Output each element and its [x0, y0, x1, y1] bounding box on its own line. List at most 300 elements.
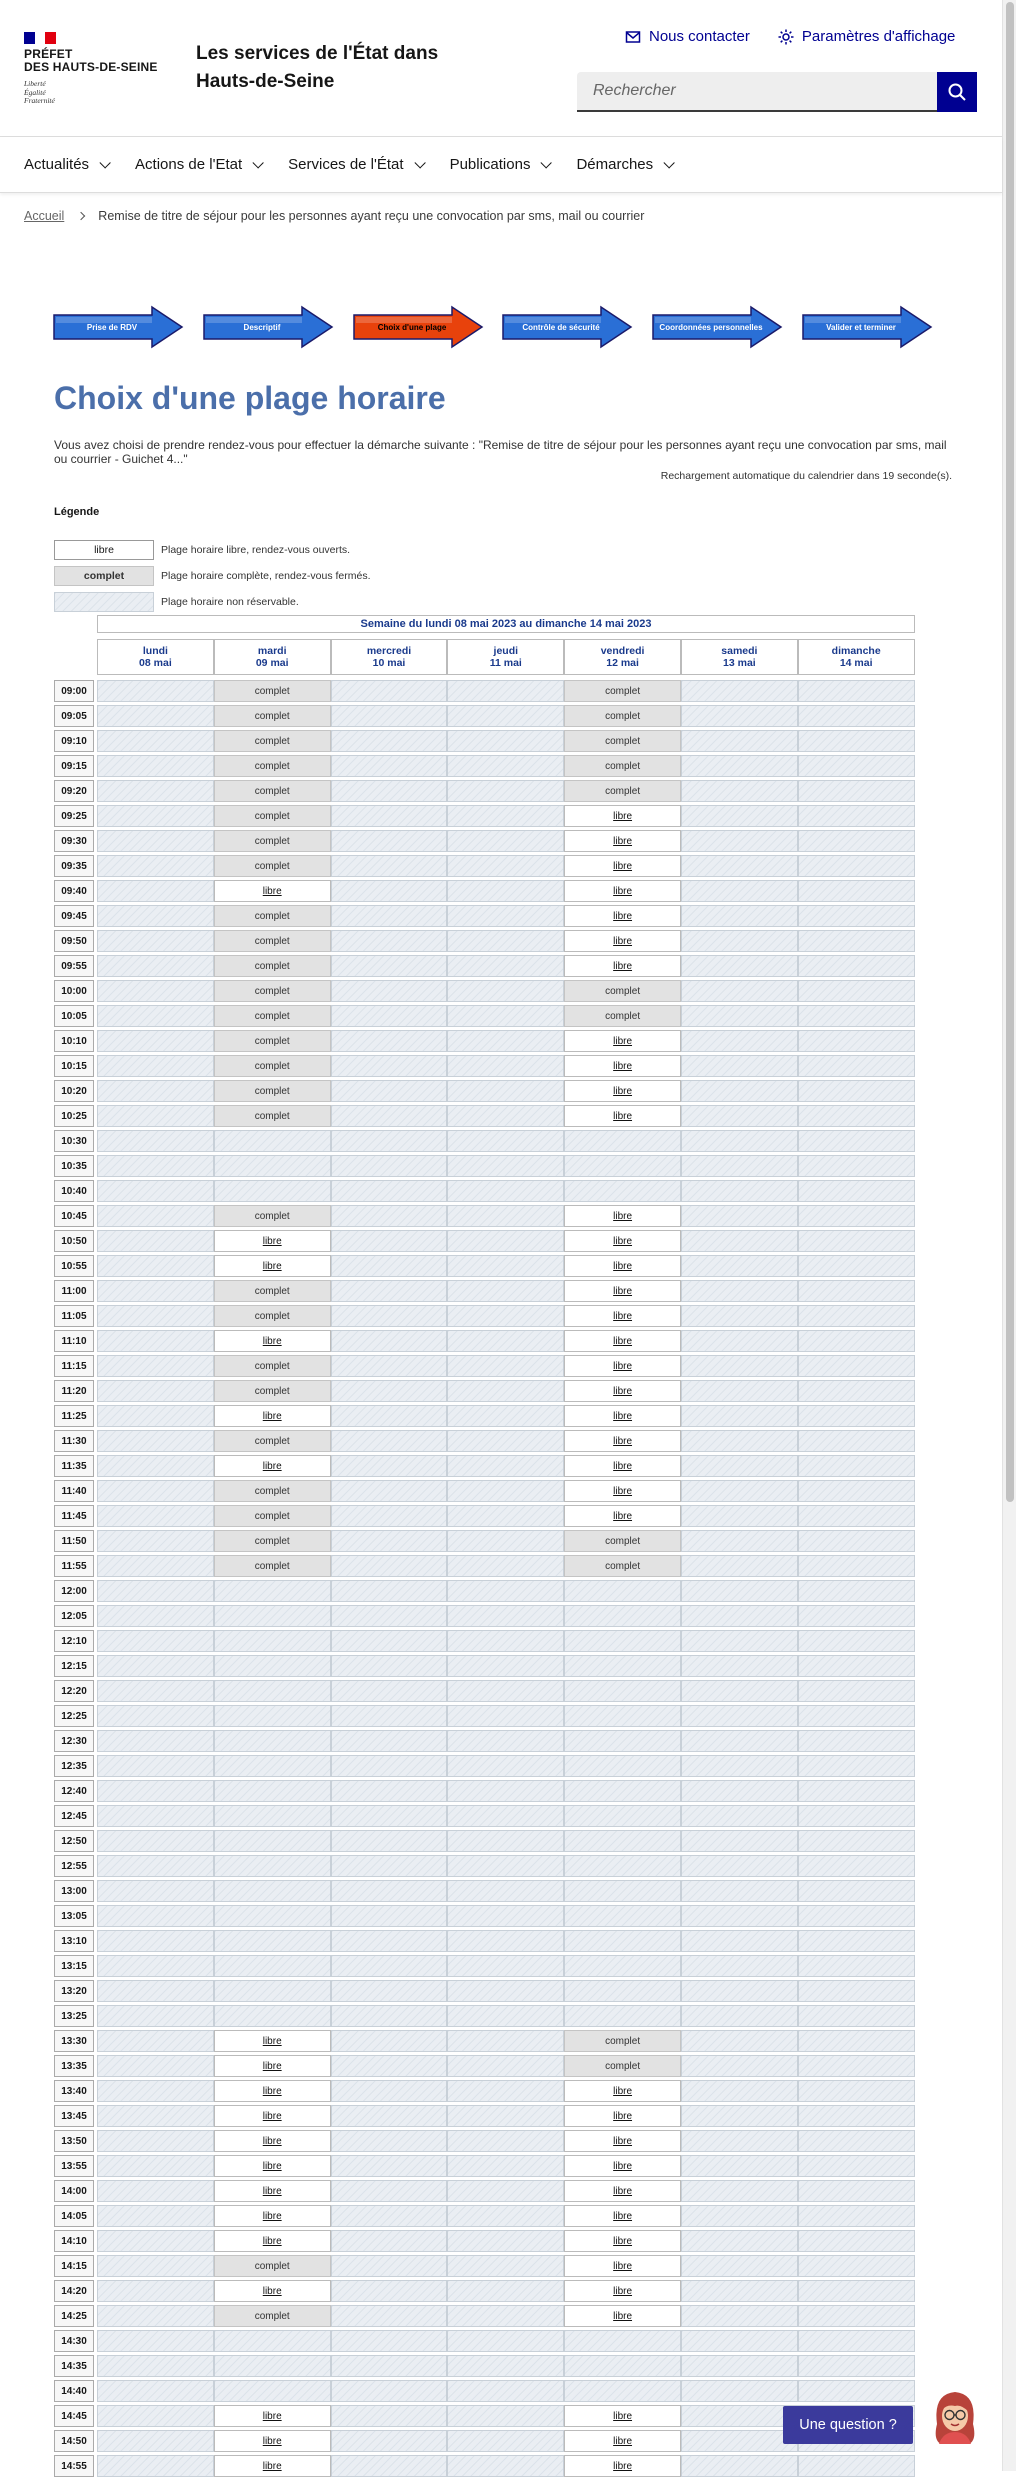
slot-non-reservable [97, 1705, 214, 1727]
slot-non-reservable [681, 2205, 798, 2227]
slot-link[interactable]: libre [262, 2135, 282, 2147]
slot-link[interactable]: libre [613, 1310, 633, 1322]
slot-link[interactable]: libre [613, 1485, 633, 1497]
slot-non-reservable [447, 830, 564, 852]
time-row [54, 1580, 915, 1605]
slot-non-reservable [331, 730, 448, 752]
slot-libre[interactable] [564, 1305, 681, 1327]
slot-link[interactable]: libre [262, 885, 282, 897]
slot-non-reservable [798, 1580, 915, 1602]
search-button[interactable] [937, 72, 977, 112]
time-label: 09:25 [54, 805, 94, 827]
slot-non-reservable [97, 2380, 214, 2402]
slot-link[interactable]: libre [613, 1460, 633, 1472]
slot-non-reservable [331, 805, 448, 827]
slot-link[interactable]: libre [613, 1285, 633, 1297]
slot-non-reservable [447, 2330, 564, 2352]
slot-libre[interactable] [564, 2230, 681, 2252]
slot-link[interactable]: libre [613, 1385, 633, 1397]
slot-libre[interactable] [564, 1205, 681, 1227]
slot-libre[interactable] [214, 1455, 331, 1477]
slot-link[interactable]: libre [262, 2085, 282, 2097]
slot-link[interactable]: libre [262, 2210, 282, 2222]
slot-non-reservable [798, 1330, 915, 1352]
slot-non-reservable [447, 1255, 564, 1277]
slot-libre[interactable] [214, 880, 331, 902]
day-name: dimanche [831, 645, 881, 657]
time-row [54, 2180, 915, 2205]
slot-libre[interactable] [564, 1055, 681, 1077]
slot-non-reservable [97, 1830, 214, 1852]
slot-link[interactable]: libre [613, 2435, 633, 2447]
slot-non-reservable [681, 2155, 798, 2177]
slot-complet: complet [564, 730, 681, 752]
slot-libre[interactable] [564, 830, 681, 852]
flag-icon [24, 32, 56, 44]
slot-non-reservable [447, 880, 564, 902]
slot-non-reservable [447, 2130, 564, 2152]
time-row [54, 1605, 915, 1630]
slot-non-reservable [331, 1205, 448, 1227]
day-header-vendredi [564, 639, 681, 675]
slot-complet: complet [214, 905, 331, 927]
slot-non-reservable [564, 1705, 681, 1727]
time-row [54, 1780, 915, 1805]
display-settings-label: Paramètres d'affichage [801, 28, 956, 45]
slot-libre[interactable] [564, 2255, 681, 2277]
slot-libre[interactable] [214, 2055, 331, 2077]
time-row [54, 1280, 915, 1305]
slot-link[interactable]: libre [613, 2185, 633, 2197]
slot-complet: complet [214, 1355, 331, 1377]
slot-libre[interactable] [564, 2205, 681, 2227]
slot-link[interactable]: libre [613, 1035, 633, 1047]
slot-non-reservable [798, 2205, 915, 2227]
slot-link[interactable]: libre [262, 2110, 282, 2122]
slot-libre[interactable] [214, 2405, 331, 2427]
slot-non-reservable [214, 1630, 331, 1652]
slot-libre[interactable] [564, 1480, 681, 1502]
slot-link[interactable]: libre [613, 910, 633, 922]
slot-libre[interactable] [214, 2430, 331, 2452]
slot-non-reservable [447, 1305, 564, 1327]
slot-link[interactable]: libre [613, 2285, 633, 2297]
display-settings-link[interactable] [778, 28, 956, 45]
time-label: 13:50 [54, 2130, 94, 2152]
slot-libre[interactable] [564, 855, 681, 877]
slot-libre[interactable] [214, 1230, 331, 1252]
slot-non-reservable [681, 2255, 798, 2277]
slot-non-reservable [97, 1805, 214, 1827]
time-label: 14:15 [54, 2255, 94, 2277]
nav-label: Publications [449, 156, 531, 173]
slot-link[interactable]: libre [262, 1260, 282, 1272]
slot-link[interactable]: libre [613, 1410, 633, 1422]
time-label: 13:35 [54, 2055, 94, 2077]
slot-libre[interactable] [564, 1505, 681, 1527]
slot-non-reservable [564, 1605, 681, 1627]
time-label: 11:05 [54, 1305, 94, 1327]
slot-complet: complet [214, 1030, 331, 1052]
slot-non-reservable [97, 1180, 214, 1202]
slot-non-reservable [447, 1030, 564, 1052]
time-label: 11:20 [54, 1380, 94, 1402]
slot-link[interactable]: libre [262, 2035, 282, 2047]
slot-complet: complet [214, 1530, 331, 1552]
slot-non-reservable [681, 1955, 798, 1977]
slot-link[interactable]: libre [613, 935, 633, 947]
slot-non-reservable [97, 1030, 214, 1052]
slot-libre[interactable] [564, 955, 681, 977]
site-title[interactable]: Les services de l'État dans Hauts-de-Seine [196, 43, 439, 92]
slot-libre[interactable] [214, 2130, 331, 2152]
time-row [54, 1505, 915, 1530]
time-row [54, 1555, 915, 1580]
slot-libre[interactable] [214, 2230, 331, 2252]
slot-non-reservable [681, 2280, 798, 2302]
step-label: Descriptif [243, 322, 281, 332]
motto-liberte: Liberté [24, 79, 46, 88]
scrollbar-thumb[interactable] [1006, 2, 1014, 1502]
intro-text: Vous avez choisi de prendre rendez-vous pour effectuer la démarche suivante : "Remise de titre de séjour pour les personnes ayant reçu une convocation par sms, mail ou courrier - Guichet 4..." [54, 438, 947, 466]
slot-non-reservable [331, 1155, 448, 1177]
slot-non-reservable [681, 855, 798, 877]
slot-non-reservable [681, 805, 798, 827]
slot-link[interactable]: libre [613, 2310, 633, 2322]
slot-link[interactable]: libre [262, 2285, 282, 2297]
slot-non-reservable [97, 1405, 214, 1427]
slot-libre[interactable] [564, 1255, 681, 1277]
slot-non-reservable [681, 730, 798, 752]
slot-non-reservable [331, 1830, 448, 1852]
day-headers [97, 639, 915, 675]
time-row [54, 2280, 915, 2305]
slot-non-reservable [331, 1955, 448, 1977]
slot-non-reservable [798, 1655, 915, 1677]
slot-link[interactable]: libre [613, 1085, 633, 1097]
slot-link[interactable]: libre [262, 2185, 282, 2197]
slot-non-reservable [681, 1355, 798, 1377]
step-label: Contrôle de sécurité [522, 322, 600, 332]
slot-libre[interactable] [564, 2455, 681, 2477]
slot-link[interactable]: libre [262, 2460, 282, 2472]
slot-libre[interactable] [564, 1280, 681, 1302]
slot-libre[interactable] [214, 2455, 331, 2477]
slot-complet: complet [564, 2030, 681, 2052]
slot-link[interactable]: libre [262, 2435, 282, 2447]
time-row [54, 1930, 915, 1955]
slot-non-reservable [681, 1105, 798, 1127]
slot-libre[interactable] [564, 1230, 681, 1252]
slot-non-reservable [564, 1155, 681, 1177]
slot-complet: complet [214, 930, 331, 952]
slot-libre[interactable] [214, 2205, 331, 2227]
slot-complet: complet [214, 1480, 331, 1502]
slot-non-reservable [798, 1980, 915, 2002]
legend-box-complet: complet [54, 566, 154, 586]
slot-link[interactable]: libre [613, 2410, 633, 2422]
time-label: 14:05 [54, 2205, 94, 2227]
slot-link[interactable]: libre [262, 2410, 282, 2422]
time-row [54, 1705, 915, 1730]
slot-non-reservable [447, 2430, 564, 2452]
slot-libre[interactable] [564, 805, 681, 827]
slot-link[interactable]: libre [613, 1335, 633, 1347]
breadcrumb [24, 209, 644, 223]
slot-complet: complet [214, 805, 331, 827]
breadcrumb-home[interactable]: Accueil [24, 209, 65, 223]
slot-libre[interactable] [564, 1380, 681, 1402]
slot-link[interactable]: libre [613, 2260, 633, 2272]
slot-link[interactable]: libre [262, 2235, 282, 2247]
slot-libre[interactable] [564, 2430, 681, 2452]
slot-link[interactable]: libre [613, 2160, 633, 2172]
slot-non-reservable [331, 2105, 448, 2127]
chatbot-avatar[interactable] [925, 2384, 985, 2448]
slot-non-reservable [798, 1955, 915, 1977]
slot-libre[interactable] [214, 1330, 331, 1352]
slot-non-reservable [447, 2305, 564, 2327]
slot-libre[interactable] [564, 2180, 681, 2202]
slot-libre[interactable] [214, 2180, 331, 2202]
nav-item-actions-etat[interactable] [135, 156, 260, 173]
slot-libre[interactable] [564, 2105, 681, 2127]
slot-libre[interactable] [214, 1255, 331, 1277]
contact-link[interactable] [625, 28, 750, 45]
slot-non-reservable [798, 1180, 915, 1202]
slot-libre[interactable] [214, 2080, 331, 2102]
time-row [54, 905, 915, 930]
time-row [54, 1830, 915, 1855]
slot-non-reservable [681, 1930, 798, 1952]
slot-link[interactable]: libre [613, 2460, 633, 2472]
slot-complet: complet [214, 780, 331, 802]
slot-non-reservable [681, 1680, 798, 1702]
time-row [54, 855, 915, 880]
slot-link[interactable]: libre [262, 1235, 282, 1247]
slot-libre[interactable] [214, 2280, 331, 2302]
slot-libre[interactable] [564, 1455, 681, 1477]
slot-non-reservable [798, 1055, 915, 1077]
slot-link[interactable]: libre [613, 860, 633, 872]
slot-non-reservable [331, 1430, 448, 1452]
slot-link[interactable]: libre [613, 2235, 633, 2247]
slot-link[interactable]: libre [613, 1435, 633, 1447]
step-label: Coordonnées personnelles [659, 322, 763, 332]
slot-non-reservable [331, 1030, 448, 1052]
slot-non-reservable [681, 1455, 798, 1477]
slot-link[interactable]: libre [613, 2110, 633, 2122]
slot-libre[interactable] [564, 2405, 681, 2427]
slot-libre[interactable] [564, 905, 681, 927]
slot-non-reservable [331, 2430, 448, 2452]
nav-item-actualites[interactable] [24, 156, 107, 173]
slot-link[interactable]: libre [613, 1235, 633, 1247]
slot-non-reservable [331, 1930, 448, 1952]
slot-non-reservable [447, 1055, 564, 1077]
slot-libre[interactable] [564, 2155, 681, 2177]
slot-non-reservable [798, 1105, 915, 1127]
slot-non-reservable [97, 2355, 214, 2377]
slot-link[interactable]: libre [613, 1510, 633, 1522]
slot-link[interactable]: libre [613, 1360, 633, 1372]
slot-link[interactable]: libre [613, 810, 633, 822]
slot-non-reservable [331, 2230, 448, 2252]
slot-non-reservable [798, 780, 915, 802]
slot-non-reservable [97, 1580, 214, 1602]
slot-link[interactable]: libre [262, 2060, 282, 2072]
time-label: 13:30 [54, 2030, 94, 2052]
chat-question-button[interactable]: Une question ? [783, 2406, 913, 2444]
slot-non-reservable [447, 1630, 564, 1652]
time-row [54, 2305, 915, 2330]
slot-link[interactable]: libre [262, 1460, 282, 1472]
slot-libre[interactable] [214, 2155, 331, 2177]
slot-libre[interactable] [564, 2130, 681, 2152]
slot-non-reservable [681, 1905, 798, 1927]
slot-libre[interactable] [564, 1080, 681, 1102]
time-label: 14:30 [54, 2330, 94, 2352]
slot-non-reservable [331, 930, 448, 952]
slot-libre[interactable] [564, 1030, 681, 1052]
slot-non-reservable [331, 2205, 448, 2227]
slot-complet: complet [564, 755, 681, 777]
slot-non-reservable [447, 2355, 564, 2377]
time-label: 09:40 [54, 880, 94, 902]
slot-libre[interactable] [564, 1430, 681, 1452]
slot-non-reservable [214, 1180, 331, 1202]
slot-complet: complet [214, 955, 331, 977]
slot-libre[interactable] [564, 1405, 681, 1427]
slot-link[interactable]: libre [613, 2135, 633, 2147]
slot-non-reservable [97, 1555, 214, 1577]
slot-non-reservable [681, 1280, 798, 1302]
slot-libre[interactable] [564, 1355, 681, 1377]
nav-item-services-etat[interactable] [288, 156, 421, 173]
time-row [54, 1355, 915, 1380]
slot-libre[interactable] [564, 1105, 681, 1127]
slot-link[interactable]: libre [262, 2160, 282, 2172]
time-row [54, 1730, 915, 1755]
step-2 [202, 305, 334, 349]
prefet-logo[interactable] [24, 32, 158, 106]
slot-libre[interactable] [564, 880, 681, 902]
time-row [54, 2230, 915, 2255]
slot-non-reservable [331, 955, 448, 977]
slot-link[interactable]: libre [613, 1110, 633, 1122]
slot-libre[interactable] [564, 930, 681, 952]
time-label: 09:05 [54, 705, 94, 727]
slot-non-reservable [681, 1980, 798, 2002]
time-row [54, 1380, 915, 1405]
slot-complet: complet [214, 730, 331, 752]
slot-non-reservable [798, 955, 915, 977]
slot-libre[interactable] [564, 1330, 681, 1352]
slot-non-reservable [798, 1880, 915, 1902]
slot-non-reservable [681, 930, 798, 952]
time-label: 13:00 [54, 1880, 94, 1902]
time-row [54, 1055, 915, 1080]
slot-libre[interactable] [564, 2080, 681, 2102]
slot-non-reservable [681, 1380, 798, 1402]
slot-non-reservable [681, 1655, 798, 1677]
slot-non-reservable [447, 2155, 564, 2177]
time-label: 14:50 [54, 2430, 94, 2452]
slot-link[interactable]: libre [613, 885, 633, 897]
slot-libre[interactable] [214, 1405, 331, 1427]
time-row [54, 755, 915, 780]
day-name: mercredi [366, 645, 412, 657]
slot-non-reservable [97, 2105, 214, 2127]
slot-non-reservable [97, 880, 214, 902]
slot-non-reservable [681, 1630, 798, 1652]
time-label: 10:05 [54, 1005, 94, 1027]
time-label: 12:20 [54, 1680, 94, 1702]
slot-link[interactable]: libre [613, 1060, 633, 1072]
slot-non-reservable [681, 1580, 798, 1602]
slot-non-reservable [214, 2380, 331, 2402]
step-label: Prise de RDV [86, 322, 138, 332]
slot-non-reservable [331, 2030, 448, 2052]
time-label: 12:35 [54, 1755, 94, 1777]
slot-non-reservable [331, 1705, 448, 1727]
slot-non-reservable [447, 1080, 564, 1102]
time-row [54, 930, 915, 955]
slot-link[interactable]: libre [613, 960, 633, 972]
day-name: lundi [142, 645, 168, 657]
slot-non-reservable [447, 1830, 564, 1852]
slot-non-reservable [331, 1305, 448, 1327]
slot-link[interactable]: libre [613, 835, 633, 847]
nav-item-publications[interactable] [450, 156, 549, 173]
slot-non-reservable [331, 1680, 448, 1702]
progress-steps [52, 305, 937, 349]
slot-non-reservable [331, 830, 448, 852]
nav-item-demarches[interactable] [576, 156, 671, 173]
slot-non-reservable [447, 930, 564, 952]
slot-libre[interactable] [564, 2280, 681, 2302]
slot-libre[interactable] [214, 2030, 331, 2052]
slot-link[interactable]: libre [613, 2085, 633, 2097]
slot-link[interactable]: libre [262, 1335, 282, 1347]
time-row [54, 1955, 915, 1980]
time-row [54, 1805, 915, 1830]
search-input[interactable] [577, 72, 937, 112]
slot-non-reservable [681, 1030, 798, 1052]
slot-complet: complet [214, 1105, 331, 1127]
slot-non-reservable [447, 1930, 564, 1952]
time-label: 14:20 [54, 2280, 94, 2302]
time-row [54, 1130, 915, 1155]
slot-non-reservable [798, 2230, 915, 2252]
slot-non-reservable [447, 1805, 564, 1827]
slot-link[interactable]: libre [613, 2210, 633, 2222]
slot-libre[interactable] [564, 2305, 681, 2327]
slot-link[interactable]: libre [613, 1260, 633, 1272]
time-row [54, 1155, 915, 1180]
slot-link[interactable]: libre [613, 1210, 633, 1222]
slot-non-reservable [331, 1255, 448, 1277]
slot-libre[interactable] [214, 2105, 331, 2127]
slot-non-reservable [331, 1080, 448, 1102]
slot-non-reservable [447, 1180, 564, 1202]
slot-non-reservable [447, 1405, 564, 1427]
page-scrollbar[interactable] [1002, 0, 1016, 2471]
time-row [54, 1255, 915, 1280]
time-row [54, 2030, 915, 2055]
slot-link[interactable]: libre [262, 1410, 282, 1422]
slot-non-reservable [447, 755, 564, 777]
